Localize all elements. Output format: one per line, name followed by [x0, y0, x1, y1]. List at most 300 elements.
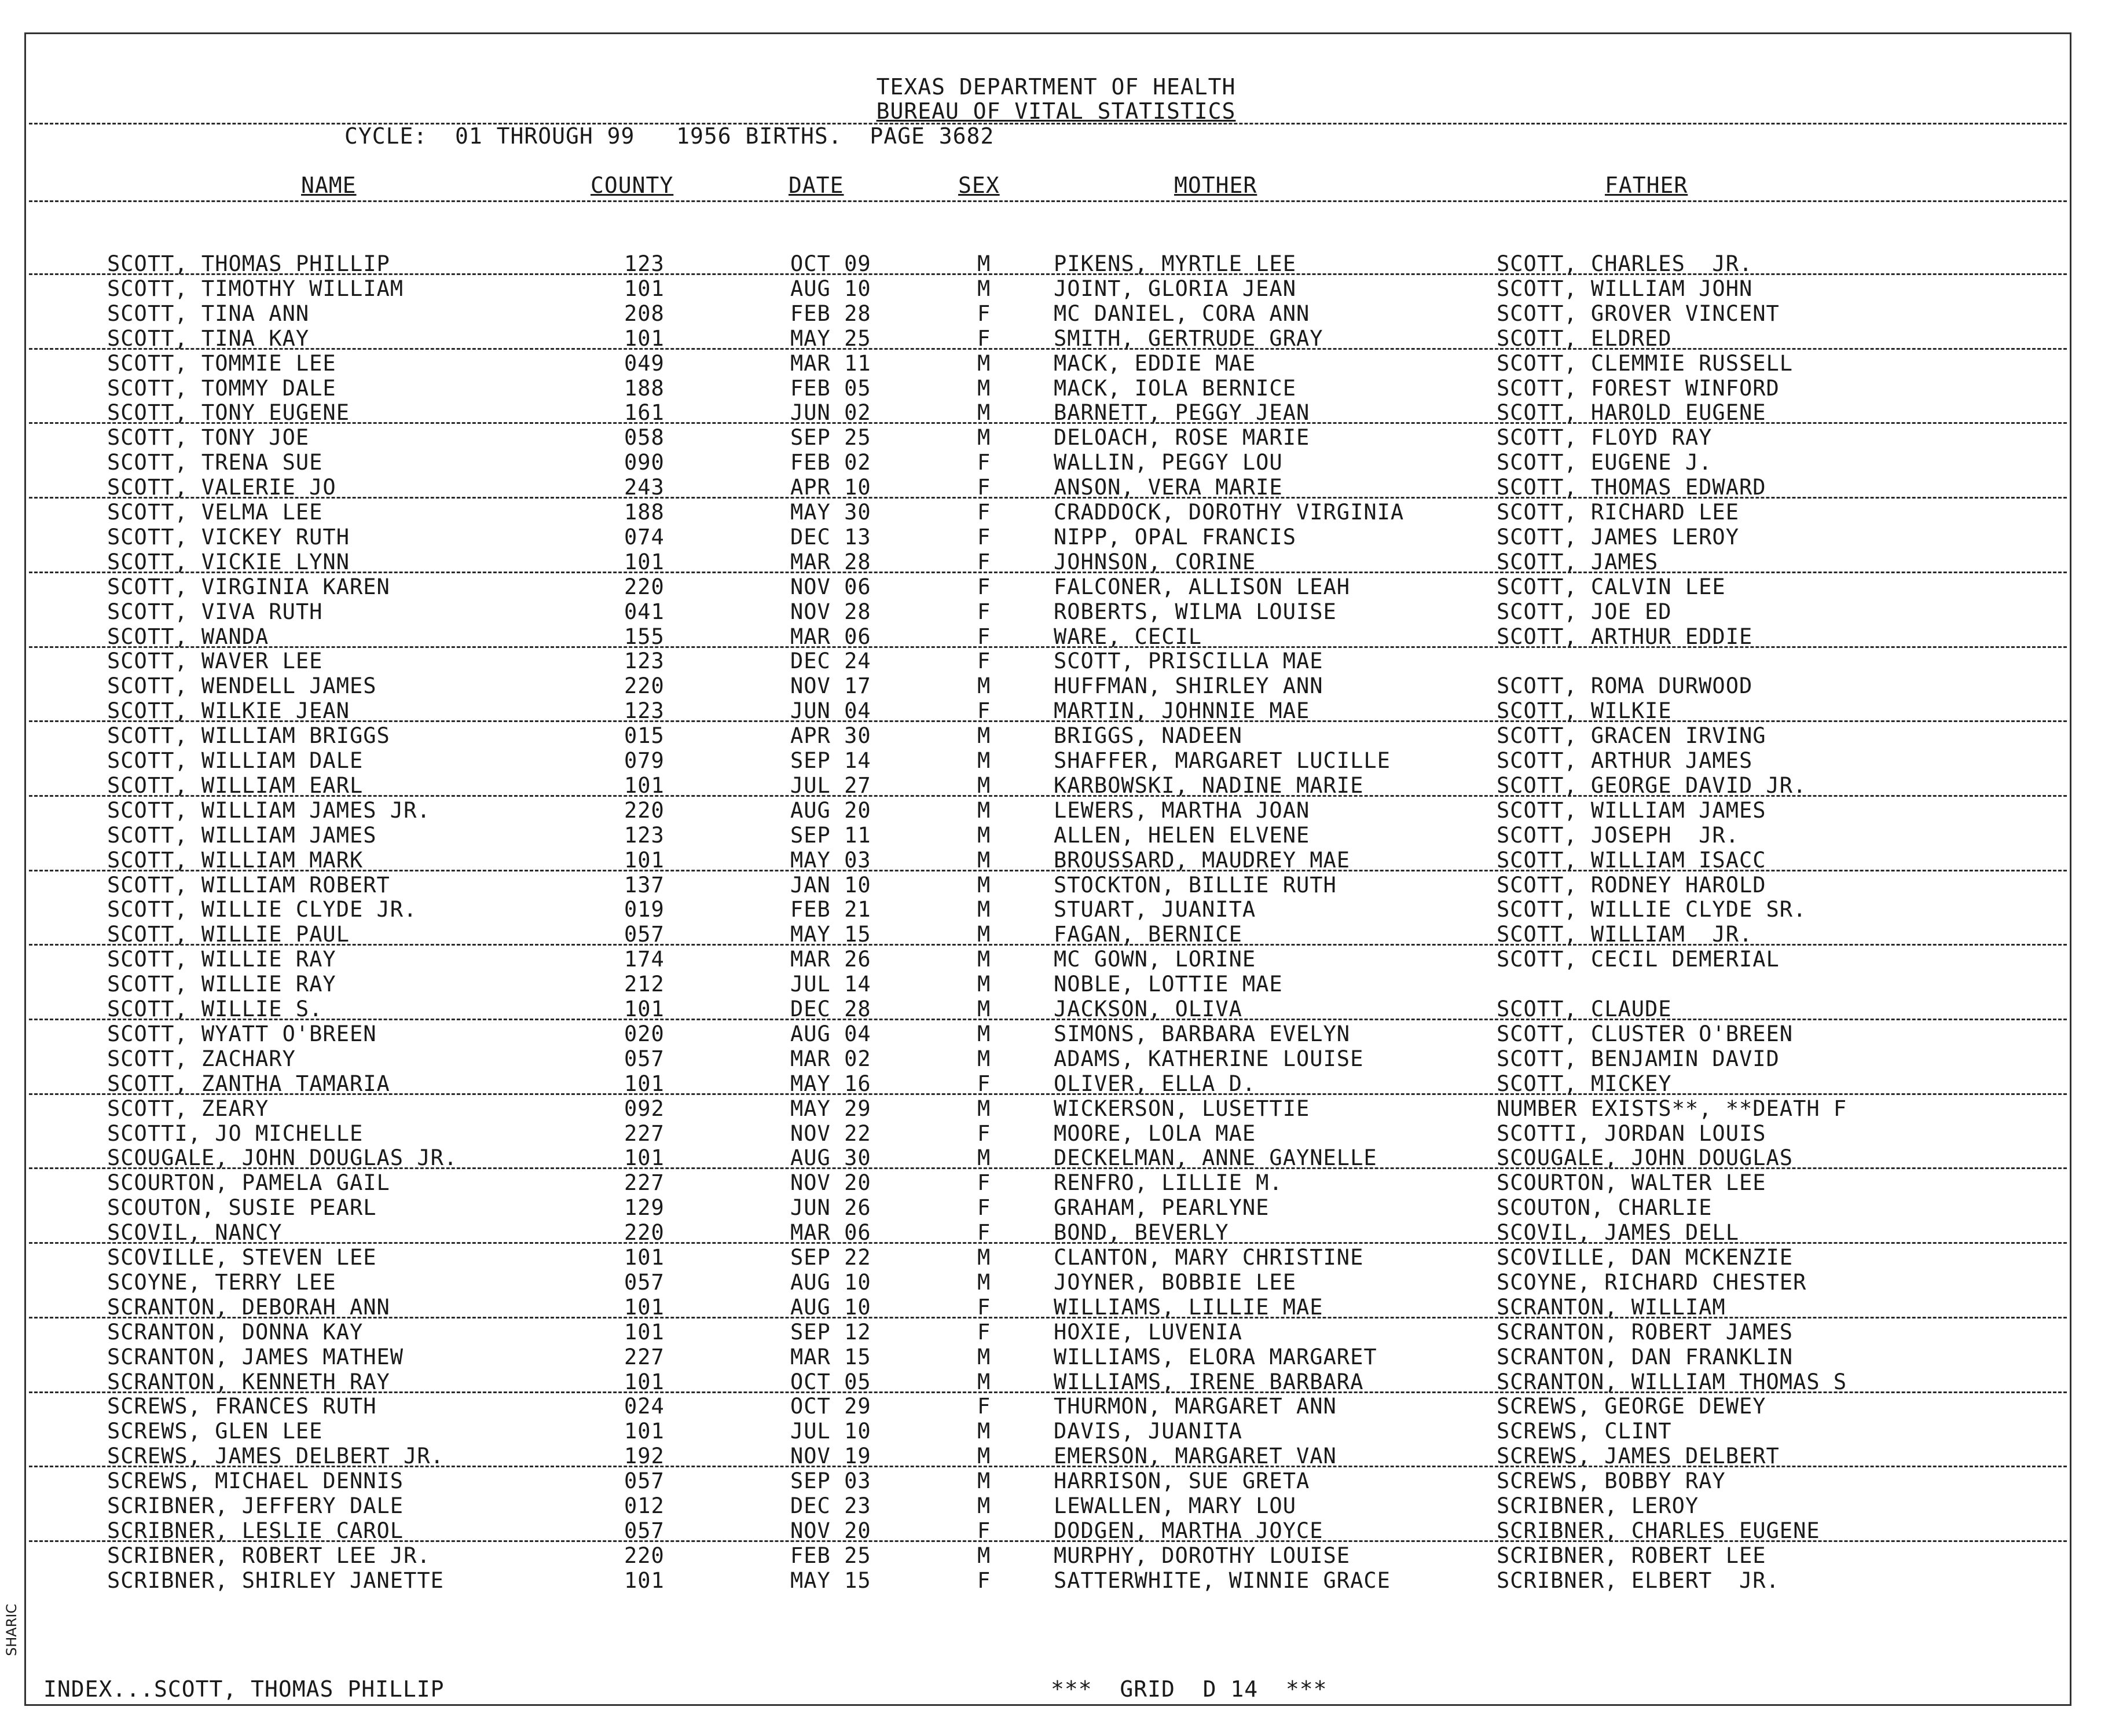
cell-mother: STUART, JUANITA — [1054, 897, 1256, 922]
cell-father: SCOTT, JOE ED — [1497, 599, 1672, 624]
cell-date: SEP 25 — [790, 425, 871, 451]
cell-sex: M — [977, 276, 991, 301]
cell-name: SCOTT, VALERIE JO — [107, 475, 336, 500]
cell-sex: M — [977, 897, 991, 922]
cell-mother: HARRISON, SUE GRETA — [1054, 1468, 1310, 1494]
cell-county: 192 — [624, 1444, 665, 1469]
cell-sex: M — [977, 1444, 991, 1469]
cell-father: SCRANTON, ROBERT JAMES — [1497, 1319, 1794, 1345]
cell-county: 057 — [624, 1269, 665, 1295]
cell-date: AUG 10 — [790, 1269, 871, 1295]
table-row — [0, 475, 2112, 500]
cell-sex: M — [977, 375, 991, 401]
cell-mother: ROBERTS, WILMA LOUISE — [1054, 599, 1337, 624]
cell-county: 220 — [624, 574, 665, 599]
cell-name: SCRIBNER, JEFFERY DALE — [107, 1493, 404, 1518]
row-group-divider — [29, 1466, 2067, 1467]
cell-county: 161 — [624, 400, 665, 426]
cell-date: SEP 14 — [790, 748, 871, 773]
cell-county: 092 — [624, 1096, 665, 1121]
cell-county: 101 — [624, 276, 665, 301]
cell-mother: MOORE, LOLA MAE — [1054, 1120, 1256, 1146]
cell-mother: MARTIN, JOHNNIE MAE — [1054, 698, 1310, 724]
cell-name: SCOTT, WILLIAM BRIGGS — [107, 723, 390, 749]
cell-father: SCOUGALE, JOHN DOUGLAS — [1497, 1145, 1794, 1171]
table-row — [0, 351, 2112, 376]
cell-name: SCOTT, TONY EUGENE — [107, 400, 350, 426]
cell-county: 101 — [624, 997, 665, 1021]
cell-father: SCOTT, ARTHUR JAMES — [1497, 748, 1753, 773]
cell-date: FEB 05 — [790, 375, 871, 401]
cell-mother: JOINT, GLORIA JEAN — [1054, 276, 1296, 301]
cell-name: SCOTT, VIRGINIA KAREN — [107, 574, 390, 599]
cell-father: SCOVIL, JAMES DELL — [1497, 1220, 1739, 1246]
cell-mother: DODGEN, MARTHA JOYCE — [1054, 1518, 1323, 1543]
cell-date: SEP 11 — [790, 822, 871, 848]
cell-name: SCOTT, TINA ANN — [107, 301, 310, 326]
table-row — [0, 1071, 2112, 1096]
row-group-divider — [29, 422, 2067, 424]
cell-father: SCOTT, WILLIAM ISACC — [1497, 847, 1766, 873]
cell-county: 101 — [624, 1294, 665, 1320]
cell-father: SCOTT, CLEMMIE RUSSELL — [1497, 350, 1794, 376]
cell-sex: M — [977, 748, 991, 773]
cell-date: MAR 15 — [790, 1344, 871, 1369]
cell-date: MAR 06 — [790, 1220, 871, 1246]
col-header-date: DATE — [789, 173, 844, 198]
table-row — [0, 1021, 2112, 1046]
cell-mother: MURPHY, DOROTHY LOUISE — [1054, 1543, 1351, 1568]
cell-county: 074 — [624, 524, 665, 550]
col-header-county: COUNTY — [591, 173, 674, 198]
cell-date: AUG 30 — [790, 1145, 871, 1171]
table-row — [0, 823, 2112, 848]
cell-father: SCREWS, GEORGE DEWEY — [1497, 1394, 1766, 1419]
cell-father: SCOTT, THOMAS EDWARD — [1497, 475, 1766, 500]
cell-mother: WICKERSON, LUSETTIE — [1054, 1096, 1310, 1121]
cell-date: SEP 12 — [790, 1319, 871, 1345]
cell-county: 155 — [624, 624, 665, 649]
cell-date: MAY 15 — [790, 1567, 871, 1593]
cell-father: SCOTT, CALVIN LEE — [1497, 574, 1726, 599]
cell-mother: WALLIN, PEGGY LOU — [1054, 450, 1283, 475]
cell-father: SCRANTON, DAN FRANKLIN — [1497, 1344, 1794, 1369]
table-row — [0, 1195, 2112, 1220]
cell-mother: DELOACH, ROSE MARIE — [1054, 425, 1310, 451]
cell-mother: SIMONS, BARBARA EVELYN — [1054, 1021, 1351, 1046]
cell-name: SCOTT, WILLIE RAY — [107, 947, 336, 972]
cell-date: APR 30 — [790, 723, 871, 749]
cell-county: 101 — [624, 847, 665, 873]
cell-father: SCOTTI, JORDAN LOUIS — [1497, 1120, 1766, 1146]
cell-county: 058 — [624, 425, 665, 451]
cell-county: 123 — [624, 822, 665, 848]
cell-county: 137 — [624, 872, 665, 898]
cell-county: 024 — [624, 1394, 665, 1419]
cell-name: SCOVIL, NANCY — [107, 1220, 283, 1246]
cell-mother: STOCKTON, BILLIE RUTH — [1054, 872, 1337, 898]
cell-date: SEP 22 — [790, 1245, 871, 1270]
cell-date: FEB 21 — [790, 897, 871, 922]
cell-mother: SMITH, GERTRUDE GRAY — [1054, 325, 1323, 351]
cell-sex: M — [977, 1493, 991, 1518]
cell-sex: M — [977, 1096, 991, 1121]
cell-mother: JOYNER, BOBBIE LEE — [1054, 1269, 1296, 1295]
cell-name: SCOTT, WILLIE S. — [107, 997, 323, 1021]
cell-date: NOV 20 — [790, 1170, 871, 1196]
cell-name: SCOTTI, JO MICHELLE — [107, 1120, 364, 1146]
cell-name: SCOTT, WILLIE CLYDE JR. — [107, 897, 417, 922]
cell-name: SCOTT, WILLIE PAUL — [107, 922, 350, 947]
cell-county: 174 — [624, 947, 665, 972]
cell-father: SCRIBNER, LEROY — [1497, 1493, 1699, 1518]
table-row — [0, 1543, 2112, 1568]
table-row — [0, 376, 2112, 401]
cell-father: SCOTT, WILKIE — [1497, 698, 1672, 724]
cell-mother: ANSON, VERA MARIE — [1054, 475, 1283, 500]
col-header-mother: MOTHER — [1174, 173, 1257, 198]
cell-sex: M — [977, 251, 991, 276]
cell-name: SCOTT, TRENA SUE — [107, 450, 323, 475]
cell-sex: M — [977, 723, 991, 749]
cell-date: DEC 13 — [790, 524, 871, 550]
cell-father: SCOTT, MICKEY — [1497, 1071, 1672, 1096]
table-row — [0, 997, 2112, 1021]
row-group-divider — [29, 1317, 2067, 1319]
cell-date: FEB 28 — [790, 301, 871, 326]
cell-father: SCOTT, GEORGE DAVID JR. — [1497, 772, 1807, 798]
cell-father: SCOTT, ROMA DURWOOD — [1497, 673, 1753, 699]
table-row — [0, 450, 2112, 475]
cell-date: NOV 20 — [790, 1518, 871, 1543]
cell-sex: M — [977, 1269, 991, 1295]
cell-date: OCT 05 — [790, 1369, 871, 1394]
table-row — [0, 897, 2112, 922]
table-row — [0, 723, 2112, 748]
cell-mother: WILLIAMS, ELORA MARGARET — [1054, 1344, 1377, 1369]
cell-name: SCOTT, TOMMIE LEE — [107, 350, 336, 376]
cell-father: SCOTT, FOREST WINFORD — [1497, 375, 1780, 401]
cell-name: SCRIBNER, ROBERT LEE JR. — [107, 1543, 431, 1568]
cell-mother: BOND, BEVERLY — [1054, 1220, 1229, 1246]
table-row — [0, 1220, 2112, 1245]
table-row — [0, 500, 2112, 525]
cell-father: SCOTT, WILLIAM JOHN — [1497, 276, 1753, 301]
cell-father: SCOTT, HAROLD EUGENE — [1497, 400, 1766, 426]
table-row — [0, 1369, 2112, 1394]
table-row — [0, 326, 2112, 351]
cell-father: SCRANTON, WILLIAM — [1497, 1294, 1726, 1320]
cell-county: 057 — [624, 1468, 665, 1494]
table-row — [0, 873, 2112, 898]
cell-sex: M — [977, 797, 991, 823]
cell-sex: F — [977, 1220, 991, 1246]
cell-date: NOV 19 — [790, 1444, 871, 1469]
cell-name: SCOTT, WAVER LEE — [107, 649, 323, 674]
col-header-name: NAME — [301, 173, 357, 198]
cell-date: NOV 06 — [790, 574, 871, 599]
table-row — [0, 425, 2112, 450]
cell-county: 123 — [624, 698, 665, 724]
cell-county: 012 — [624, 1493, 665, 1518]
cell-sex: M — [977, 997, 991, 1021]
cell-date: MAR 11 — [790, 350, 871, 376]
cell-date: JUL 14 — [790, 972, 871, 997]
cell-date: MAY 03 — [790, 847, 871, 873]
cell-sex: M — [977, 822, 991, 848]
cell-county: 129 — [624, 1195, 665, 1221]
cell-mother: MC DANIEL, CORA ANN — [1054, 301, 1310, 326]
cell-mother: CRADDOCK, DOROTHY VIRGINIA — [1054, 500, 1405, 525]
cell-mother: OLIVER, ELLA D. — [1054, 1071, 1256, 1096]
cell-mother: DECKELMAN, ANNE GAYNELLE — [1054, 1145, 1377, 1171]
cell-mother: HOXIE, LUVENIA — [1054, 1319, 1242, 1345]
cell-sex: M — [977, 1145, 991, 1171]
cell-name: SCOTT, VIVA RUTH — [107, 599, 323, 624]
cell-date: FEB 02 — [790, 450, 871, 475]
cell-father: SCOTT, JOSEPH JR. — [1497, 822, 1739, 848]
cell-county: 188 — [624, 500, 665, 525]
cell-mother: ADAMS, KATHERINE LOUISE — [1054, 1046, 1364, 1071]
cell-date: MAY 16 — [790, 1071, 871, 1096]
cell-county: 015 — [624, 723, 665, 749]
cell-mother: NIPP, OPAL FRANCIS — [1054, 524, 1296, 550]
cell-date: MAR 28 — [790, 549, 871, 574]
row-group-divider — [29, 646, 2067, 648]
cell-county: 123 — [624, 251, 665, 276]
cell-date: JAN 10 — [790, 872, 871, 898]
cell-date: JUN 26 — [790, 1195, 871, 1221]
cell-county: 227 — [624, 1120, 665, 1146]
cell-sex: M — [977, 1369, 991, 1394]
cell-date: AUG 10 — [790, 1294, 871, 1320]
table-row — [0, 550, 2112, 574]
cycle-line: CYCLE: 01 THROUGH 99 1956 BIRTHS. PAGE 3682 — [344, 123, 995, 149]
table-row — [0, 574, 2112, 599]
table-row — [0, 698, 2112, 723]
cell-name: SCOTT, TONY JOE — [107, 425, 310, 451]
col-header-sex: SEX — [958, 173, 1000, 198]
table-row — [0, 251, 2112, 276]
cell-mother: RENFRO, LILLIE M. — [1054, 1170, 1283, 1196]
cell-sex: F — [977, 524, 991, 550]
table-row — [0, 1419, 2112, 1444]
table-row — [0, 848, 2112, 873]
cell-name: SCOTT, VICKIE LYNN — [107, 549, 350, 574]
cell-sex: F — [977, 500, 991, 525]
row-group-divider — [29, 1391, 2067, 1393]
cell-sex: F — [977, 574, 991, 599]
table-row — [0, 922, 2112, 947]
table-row — [0, 798, 2112, 823]
cell-father: SCOTT, GROVER VINCENT — [1497, 301, 1780, 326]
cell-name: SCRANTON, DONNA KAY — [107, 1319, 364, 1345]
table-row — [0, 400, 2112, 425]
row-group-divider — [29, 572, 2067, 573]
cell-date: APR 10 — [790, 475, 871, 500]
cell-county: 220 — [624, 1220, 665, 1246]
cell-mother: LEWERS, MARTHA JOAN — [1054, 797, 1310, 823]
table-row — [0, 276, 2112, 301]
cell-father: SCOTT, CECIL DEMERIAL — [1497, 947, 1780, 972]
cell-father: NUMBER EXISTS**, **DEATH F — [1497, 1096, 1847, 1121]
cell-name: SCOTT, WANDA — [107, 624, 269, 649]
cell-county: 101 — [624, 772, 665, 798]
cell-mother: NOBLE, LOTTIE MAE — [1054, 972, 1283, 997]
cell-county: 243 — [624, 475, 665, 500]
cell-father: SCOTT, WILLIAM JR. — [1497, 922, 1753, 947]
cell-sex: F — [977, 1120, 991, 1146]
cell-name: SCOTT, WILLIAM DALE — [107, 748, 364, 773]
cell-mother: HUFFMAN, SHIRLEY ANN — [1054, 673, 1323, 699]
cell-county: 101 — [624, 325, 665, 351]
row-group-divider — [29, 795, 2067, 797]
cell-name: SCRIBNER, SHIRLEY JANETTE — [107, 1567, 444, 1593]
cell-sex: F — [977, 301, 991, 326]
cell-father: SCOTT, CLAUDE — [1497, 997, 1672, 1021]
cell-name: SCOYNE, TERRY LEE — [107, 1269, 336, 1295]
cell-sex: M — [977, 1468, 991, 1494]
cell-sex: F — [977, 1071, 991, 1096]
cell-father: SCREWS, CLINT — [1497, 1419, 1672, 1444]
cell-sex: M — [977, 947, 991, 972]
cell-mother: MACK, EDDIE MAE — [1054, 350, 1256, 376]
table-row — [0, 624, 2112, 649]
table-row — [0, 599, 2112, 624]
cell-county: 057 — [624, 1518, 665, 1543]
cell-sex: F — [977, 649, 991, 674]
cell-county: 057 — [624, 1046, 665, 1071]
cell-father: SCOTT, WILLIAM JAMES — [1497, 797, 1766, 823]
cell-father: SCOTT, JAMES LEROY — [1497, 524, 1739, 550]
table-row — [0, 773, 2112, 798]
cell-name: SCOUTON, SUSIE PEARL — [107, 1195, 377, 1221]
cell-county: 227 — [624, 1170, 665, 1196]
header-agency: TEXAS DEPARTMENT OF HEALTH — [876, 74, 1236, 100]
cell-sex: M — [977, 1021, 991, 1046]
cell-mother: PIKENS, MYRTLE LEE — [1054, 251, 1296, 276]
cell-mother: CLANTON, MARY CHRISTINE — [1054, 1245, 1364, 1270]
cell-mother: WARE, CECIL — [1054, 624, 1202, 649]
cell-date: JUL 27 — [790, 772, 871, 798]
table-row — [0, 1468, 2112, 1493]
cell-name: SCOTT, WILLIE RAY — [107, 972, 336, 997]
cell-mother: FAGAN, BERNICE — [1054, 922, 1242, 947]
cell-father: SCOUTON, CHARLIE — [1497, 1195, 1713, 1221]
cell-date: FEB 25 — [790, 1543, 871, 1568]
cell-mother: DAVIS, JUANITA — [1054, 1419, 1242, 1444]
cell-father: SCOTT, FLOYD RAY — [1497, 425, 1713, 451]
cell-mother: THURMON, MARGARET ANN — [1054, 1394, 1337, 1419]
row-group-divider — [29, 1093, 2067, 1095]
cell-name: SCOTT, ZACHARY — [107, 1046, 296, 1071]
table-row — [0, 947, 2112, 972]
cell-county: 101 — [624, 549, 665, 574]
row-group-divider — [29, 870, 2067, 871]
cell-father: SCOYNE, RICHARD CHESTER — [1497, 1269, 1807, 1295]
table-row — [0, 1046, 2112, 1071]
cell-sex: F — [977, 1294, 991, 1320]
cell-mother: WILLIAMS, IRENE BARBARA — [1054, 1369, 1364, 1394]
cell-county: 220 — [624, 673, 665, 699]
cell-county: 019 — [624, 897, 665, 922]
cell-sex: M — [977, 350, 991, 376]
table-row — [0, 1394, 2112, 1419]
cell-date: DEC 28 — [790, 997, 871, 1021]
cell-mother: BARNETT, PEGGY JEAN — [1054, 400, 1310, 426]
cell-name: SCREWS, JAMES DELBERT JR. — [107, 1444, 444, 1469]
cell-sex: M — [977, 400, 991, 426]
cell-name: SCRANTON, JAMES MATHEW — [107, 1344, 404, 1369]
cell-sex: F — [977, 1319, 991, 1345]
table-row — [0, 1295, 2112, 1320]
cell-father: SCRIBNER, ROBERT LEE — [1497, 1543, 1766, 1568]
cell-father: SCOTT, CLUSTER O'BREEN — [1497, 1021, 1794, 1046]
table-row — [0, 301, 2112, 326]
table-row — [0, 673, 2112, 698]
cell-county: 220 — [624, 797, 665, 823]
cell-date: MAR 06 — [790, 624, 871, 649]
cell-sex: F — [977, 624, 991, 649]
cell-mother: BROUSSARD, MAUDREY MAE — [1054, 847, 1351, 873]
cell-sex: M — [977, 673, 991, 699]
cell-name: SCRIBNER, LESLIE CAROL — [107, 1518, 404, 1543]
cell-county: 123 — [624, 649, 665, 674]
cell-date: NOV 28 — [790, 599, 871, 624]
cell-name: SCOUGALE, JOHN DOUGLAS JR. — [107, 1145, 458, 1171]
table-row — [0, 1245, 2112, 1270]
cell-county: 101 — [624, 1071, 665, 1096]
row-group-divider — [29, 720, 2067, 722]
table-row — [0, 649, 2112, 673]
cell-sex: F — [977, 475, 991, 500]
cell-date: OCT 09 — [790, 251, 871, 276]
cell-county: 057 — [624, 922, 665, 947]
row-group-divider — [29, 348, 2067, 350]
cell-father: SCOTT, RICHARD LEE — [1497, 500, 1739, 525]
cell-name: SCREWS, FRANCES RUTH — [107, 1394, 377, 1419]
column-header-divider — [29, 200, 2067, 202]
cell-sex: M — [977, 872, 991, 898]
table-row — [0, 525, 2112, 550]
cell-mother: LEWALLEN, MARY LOU — [1054, 1493, 1296, 1518]
cell-sex: M — [977, 1419, 991, 1444]
row-group-divider — [29, 1540, 2067, 1542]
cell-name: SCOTT, WILLIAM JAMES — [107, 822, 377, 848]
cell-mother: GRAHAM, PEARLYNE — [1054, 1195, 1270, 1221]
cell-mother: MACK, IOLA BERNICE — [1054, 375, 1296, 401]
cell-date: DEC 24 — [790, 649, 871, 674]
cell-mother: KARBOWSKI, NADINE MARIE — [1054, 772, 1364, 798]
cell-mother: ALLEN, HELEN ELVENE — [1054, 822, 1310, 848]
cell-name: SCREWS, MICHAEL DENNIS — [107, 1468, 404, 1494]
cell-father: SCOTT, ARTHUR EDDIE — [1497, 624, 1753, 649]
row-group-divider — [29, 944, 2067, 946]
cell-county: 101 — [624, 1567, 665, 1593]
cell-mother: BRIGGS, NADEEN — [1054, 723, 1242, 749]
cell-sex: M — [977, 1245, 991, 1270]
footer-grid: *** GRID D 14 *** — [1051, 1676, 1328, 1702]
cell-date: OCT 29 — [790, 1394, 871, 1419]
cell-name: SCOTT, TOMMY DALE — [107, 375, 336, 401]
cell-name: SCOTT, ZANTHA TAMARIA — [107, 1071, 390, 1096]
header-bureau: BUREAU OF VITAL STATISTICS — [876, 98, 1236, 124]
cell-name: SCOTT, VICKEY RUTH — [107, 524, 350, 550]
cell-date: NOV 17 — [790, 673, 871, 699]
cell-date: MAY 29 — [790, 1096, 871, 1121]
cell-father: SCOTT, WILLIE CLYDE SR. — [1497, 897, 1807, 922]
cell-mother: WILLIAMS, LILLIE MAE — [1054, 1294, 1323, 1320]
